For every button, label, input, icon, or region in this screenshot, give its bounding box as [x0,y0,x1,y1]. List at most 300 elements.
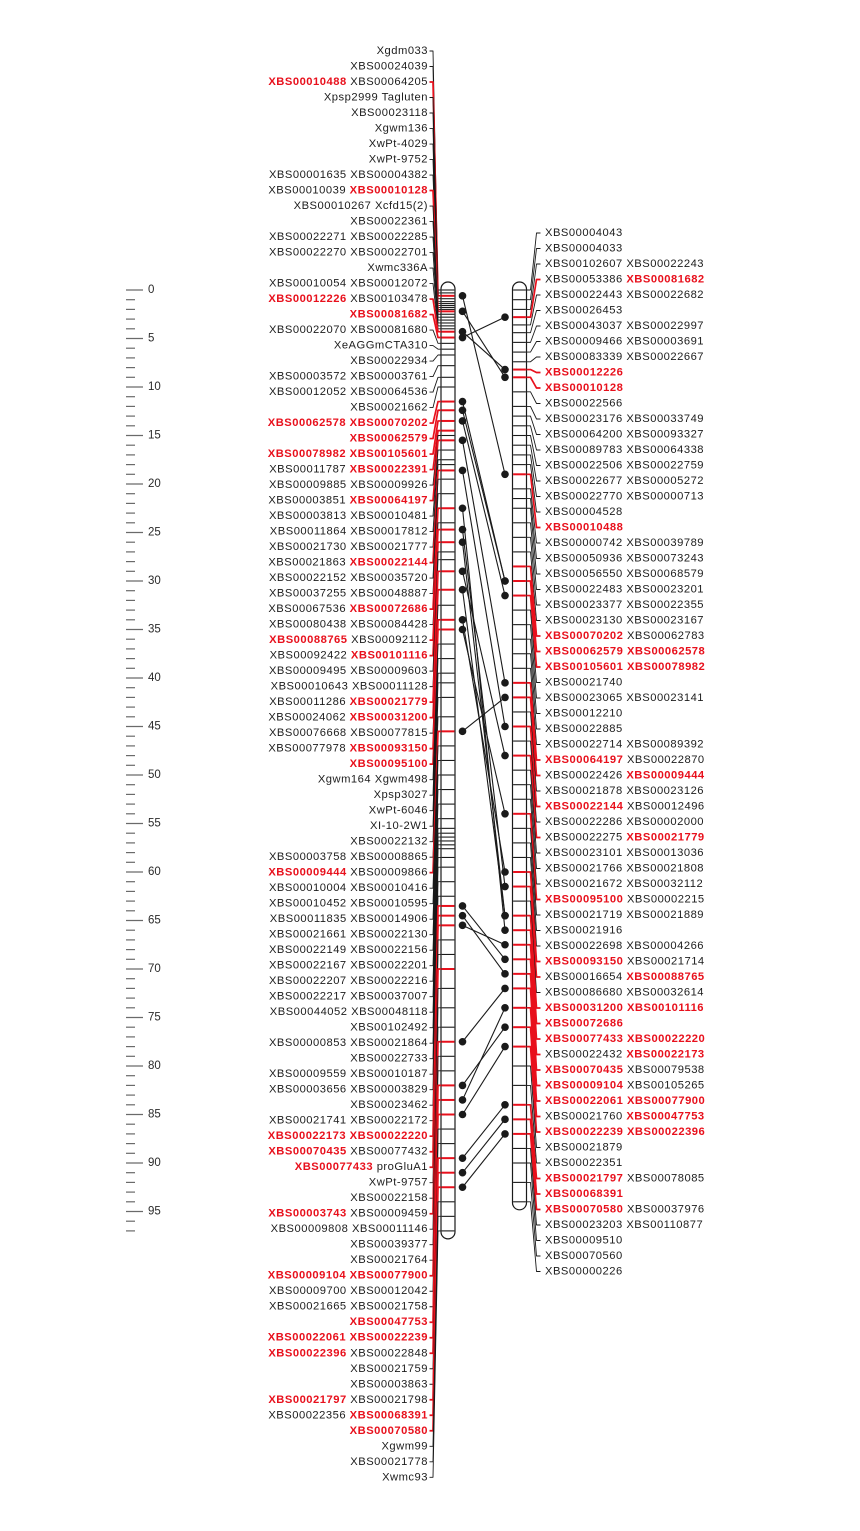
marker-label [545,568,704,580]
marker-name: XBS00010452 [268,897,347,910]
marker-name: XBS00093327 [622,428,705,441]
marker-label [268,1208,428,1220]
connector-dot [459,568,467,576]
connector-dot [459,922,467,930]
marker-label [350,216,428,228]
marker-label [269,169,428,181]
marker-name-highlighted: XBS00077433 [294,1161,374,1174]
marker-name: XBS00081680 [346,324,428,337]
marker-label [350,1316,428,1328]
marker-name: XBS00023065 [545,692,623,704]
pointer-line [430,366,442,377]
marker-name-highlighted: XBS00022396 [268,1347,347,1360]
marker-label [350,1363,428,1375]
marker-name: XBS00021714 [623,955,705,968]
connector-dot [501,723,509,731]
marker-label [545,1018,623,1030]
marker-name: XBS00003863 [350,1378,428,1391]
connector-dot [459,504,467,512]
ruler-label: 20 [148,478,161,490]
marker-name-highlighted: XBS00070435 [268,1145,347,1158]
marker-label [269,727,428,739]
marker-name: XBS00009866 [346,866,428,879]
marker-label [545,258,704,270]
marker-name: XBS00010004 [268,882,347,895]
marker-label [268,1409,428,1421]
marker-name: XBS00004033 [545,242,623,255]
marker-label [545,1033,705,1045]
marker-name: Xgwm498 [371,773,428,786]
marker-name-highlighted: XBS00009104 [545,1079,624,1092]
connector-dot [459,586,467,594]
marker-label [545,1002,704,1014]
marker-name-highlighted: XBS00101116 [347,649,428,662]
marker-name: XBS00024062 [268,711,347,724]
pointer-line [527,377,541,388]
marker-name: XBS00048887 [346,587,428,600]
pointer-line [527,342,541,353]
marker-name: XBS00010643 [270,680,349,693]
marker-name: XBS00073243 [622,552,705,565]
marker-name: Xpsp2999 [323,91,379,104]
marker-label [350,1192,428,1204]
pointer-line [430,355,442,361]
connector-dot [459,626,467,634]
connector-dot [459,616,467,624]
marker-name: XwPt-6046 [368,804,428,817]
marker-name: XBS00022217 [268,990,347,1003]
connector-dot [501,471,509,479]
marker-label [350,1456,428,1468]
marker-name: Xpsp3027 [373,789,428,802]
marker-label [545,599,704,611]
marker-label [545,770,705,782]
pointer-line [527,249,541,300]
connector-line [463,916,506,974]
marker-name: XBS00011835 [269,913,347,926]
marker-label [269,1068,428,1080]
marker-label [545,1235,623,1247]
connector-dot [501,313,509,321]
marker-name: XBS00010416 [346,882,428,895]
marker-name: XBS00022361 [350,215,428,228]
marker-name: XBS00022270 [268,246,347,259]
marker-name: XBS00009466 [545,335,623,348]
connector-dot [459,437,467,445]
marker-label [268,1347,428,1359]
marker-name: XBS00000742 [545,537,623,549]
marker-name: XBS00022483 [545,583,623,596]
marker-label [268,448,428,460]
right-pointer-lines [527,233,541,1272]
marker-name: XBS00009510 [545,1234,623,1247]
marker-label [545,289,704,301]
ruler-label: 65 [148,914,161,927]
connector-dot [459,406,467,414]
marker-label [350,1378,428,1390]
marker-name-highlighted: XBS00105601 [346,448,428,461]
marker-label [268,293,428,305]
marker-label [545,460,704,472]
connector-dot [501,1023,509,1031]
marker-label [269,944,428,956]
connector-dot [501,985,509,993]
marker-name: XBS00032112 [622,878,704,890]
marker-name: XBS00083339 [545,351,623,363]
marker-name: XBS00010595 [346,897,428,910]
marker-label [545,801,705,813]
pointer-line [430,377,442,392]
marker-name: XBS00086680 [545,986,623,999]
marker-name: XBS00005272 [622,475,705,487]
marker-name: XBS00011128 [348,680,428,693]
marker-name: XBS00064205 [346,76,428,89]
marker-label [545,785,704,797]
marker-name: XBS00012072 [346,277,428,290]
marker-name: XBS00033749 [622,413,705,425]
marker-name: XBS00076668 [268,727,347,740]
marker-label [545,723,623,735]
marker-name: XBS00022443 [545,289,623,301]
marker-name-highlighted: XBS00022220 [346,1130,428,1143]
marker-name: XBS00003813 [268,510,347,523]
marker-label [545,274,705,286]
marker-name: XBS00068579 [622,568,705,580]
marker-name-highlighted: XBS00022396 [623,1126,706,1138]
marker-label [545,584,704,596]
marker-name: XBS00021798 [346,1393,428,1406]
marker-name: XBS00022275 [545,831,623,844]
marker-name: XBS00022677 [545,475,623,487]
marker-name: XBS00048118 [347,1006,428,1019]
marker-name: XBS00037007 [346,990,428,1003]
marker-name-highlighted: XBS00047753 [349,1316,428,1329]
marker-name: XBS00077815 [346,727,428,740]
marker-name-highlighted: XBS00009444 [622,769,705,782]
marker-label [269,882,428,894]
ruler-label: 55 [148,817,161,830]
marker-name-highlighted: XBS00070202 [346,417,428,430]
connector-line [463,1119,506,1172]
marker-name-highlighted: XBS00077900 [623,1095,706,1107]
marker-label [545,816,704,828]
pointer-line [527,370,541,373]
marker-name: XBS00022870 [623,754,705,766]
marker-label [545,382,623,394]
marker-name-highlighted: XBS00081682 [349,308,428,321]
marker-label [545,429,704,441]
connector-dot [501,956,509,964]
marker-label [545,1126,705,1138]
marker-name-highlighted: XBS00105601 [545,661,624,673]
marker-label [269,588,428,600]
connector-dot [459,417,467,425]
ruler-label: 95 [148,1205,161,1218]
marker-name: XBS00021719 [545,909,623,921]
marker-name: XBS00011787 [269,463,347,476]
marker-label [545,1173,705,1185]
marker-name-highlighted: XBS00010488 [545,521,624,534]
marker-label [269,975,428,987]
marker-label [369,138,428,150]
marker-label [268,557,428,569]
marker-label [545,506,623,518]
marker-name: XBS00023141 [622,692,705,704]
marker-name-highlighted: XBS00022239 [545,1126,624,1138]
marker-name: XBS00023203 [545,1219,623,1231]
pointer-line [527,326,541,342]
marker-name: XBS00022759 [622,459,705,472]
marker-name: XBS00021661 [268,928,347,941]
connector-line [463,440,506,682]
marker-label [375,123,428,135]
left-pointer-lines [430,51,442,1477]
marker-name: XBS00043037 [545,320,623,332]
connector-line [463,311,506,377]
marker-name: XBS00064536 [346,386,428,399]
marker-name: Xwmc336A [367,262,428,275]
connector-line [463,630,506,814]
marker-name: XBS00021665 [268,1300,347,1313]
marker-name: XBS00022432 [545,1048,623,1061]
marker-name-highlighted: XBS00062578 [623,645,706,658]
marker-name: XBS00022351 [545,1157,623,1169]
marker-name: XBS00003761 [346,370,428,383]
marker-label [269,247,428,259]
marker-label [545,227,623,239]
connector-line [463,590,506,916]
marker-label [545,739,704,751]
connector-dot [501,1116,509,1124]
marker-name: XBS00050936 [545,552,623,565]
marker-label [269,929,428,941]
marker-name: XBS00022158 [350,1192,428,1205]
pointer-line [527,1202,541,1272]
marker-label [545,1219,703,1231]
marker-name: XBS00004528 [545,506,623,518]
connector-dot [459,538,467,546]
connector-dot [459,1154,467,1162]
marker-label [377,45,428,57]
marker-label [381,1440,428,1452]
marker-name: XBS00026453 [545,304,623,317]
marker-name-highlighted: XBS00081682 [622,273,705,286]
marker-label [270,1006,428,1018]
pointer-line [527,357,541,362]
marker-name: XBS00009459 [346,1207,428,1220]
connector-dot [501,926,509,934]
connector-dot [459,398,467,406]
marker-label [367,262,428,274]
marker-name: XwPt-9757 [368,1176,428,1189]
marker-name-highlighted: XBS00068391 [545,1188,624,1200]
connector-dot [501,941,509,949]
marker-label [350,355,428,367]
marker-label [545,832,705,844]
marker-name-highlighted: XBS00070202 [545,630,624,642]
marker-label [369,154,428,166]
marker-name: XBS00022682 [622,289,705,301]
marker-label [268,185,428,197]
marker-name: XBS00022733 [350,1052,428,1065]
marker-label [269,324,428,336]
marker-name: Xcfd15(2) [371,200,428,213]
marker-name: XBS00022216 [346,975,428,988]
marker-label [545,630,705,642]
marker-label [545,444,704,456]
marker-label [269,231,428,243]
marker-label [350,758,428,770]
marker-label [268,495,428,507]
connector-dot [459,467,467,475]
ruler-label: 90 [148,1157,161,1169]
marker-name-highlighted: XBS00003743 [268,1207,347,1220]
marker-name: XBS00067536 [268,603,347,616]
marker-name-highlighted: XBS00021779 [346,696,428,709]
connector-dot [459,1169,467,1177]
marker-name: Tagluten [378,91,428,104]
marker-label [545,754,705,766]
marker-label [545,537,704,549]
marker-label [545,615,704,627]
marker-name: XBS00004382 [346,169,428,182]
marker-name: XBS00022149 [268,944,347,957]
marker-name-highlighted: XBS00012226 [268,293,347,306]
marker-label [324,92,428,104]
pointer-line [527,233,541,290]
marker-name: XBS00064200 [545,428,623,441]
ruler-label: 60 [148,866,161,878]
marker-name: XeAGGmCTA310 [333,339,428,352]
connector-dot [459,912,467,920]
marker-name: XBS00022714 [545,738,623,751]
marker-name: XBS00021889 [622,909,705,921]
marker-label [545,475,704,487]
marker-name-highlighted: XBS00009104 [267,1269,347,1282]
connector-dot [501,868,509,876]
marker-label [545,398,623,410]
marker-name: XBS00023118 [351,107,428,120]
marker-name: XBS00009559 [268,1068,347,1081]
marker-name: XBS00022201 [346,959,428,972]
marker-label [268,1394,428,1406]
marker-label [268,1146,428,1158]
marker-name: XwPt-9752 [368,153,428,166]
marker-name: XBS00011864 [269,525,347,538]
marker-name-highlighted: XBS00062579 [545,645,624,658]
marker-name: XBS00021808 [622,862,705,875]
marker-name-highlighted: XBS00062579 [349,432,428,445]
connector-line [463,988,506,1041]
marker-name: XBS00037255 [268,587,347,600]
connector-dot [459,526,467,534]
connector-dot [459,334,467,342]
marker-label [269,898,428,910]
marker-name: XBS00021672 [545,878,623,890]
ruler-label: 45 [148,720,161,733]
connector-dot [459,728,467,736]
marker-name: Xgdm033 [376,45,428,57]
marker-name: XBS00004043 [545,227,623,239]
marker-name: XBS00010187 [346,1068,428,1081]
marker-name: XBS00010267 [293,200,372,213]
marker-name: XBS00009700 [268,1285,347,1298]
marker-label [268,417,428,429]
marker-name: XBS00023377 [545,599,623,611]
marker-label [269,464,428,476]
connector-dot [501,366,509,374]
marker-name-highlighted: XBS00022239 [346,1331,428,1344]
marker-name-highlighted: XBS00072686 [346,603,428,616]
connector-dot [501,1101,509,1109]
marker-name-highlighted: XBS00009444 [268,866,347,879]
connector-line [463,906,506,959]
pointer-line [527,406,541,419]
marker-label [269,619,428,631]
marker-name-highlighted: XBS00077433 [545,1033,624,1045]
marker-label [545,351,704,363]
marker-label [271,1223,428,1235]
marker-name-highlighted: XBS00068391 [346,1409,428,1422]
marker-label [545,336,704,348]
marker-label [545,522,623,534]
connector-line [463,1105,506,1158]
marker-name: XBS00011146 [348,1223,428,1236]
marker-name: XBS00008865 [346,851,428,864]
marker-label [270,913,428,925]
marker-name: XBS00022271 [268,231,347,244]
marker-label [545,1188,623,1200]
marker-name: XBS00022243 [622,258,705,270]
marker-name-highlighted: XBS00064197 [346,494,428,507]
connector-line [463,925,506,944]
marker-name: XBS00078085 [623,1172,705,1185]
marker-name-highlighted: XBS00022061 [267,1331,347,1344]
marker-label [269,991,428,1003]
marker-name-highlighted: XBS00021779 [622,831,705,844]
marker-name: XBS00001635 [268,169,347,182]
marker-name: XBS00022152 [268,572,347,585]
marker-label [545,646,705,658]
marker-label [269,510,428,522]
marker-label [269,1115,428,1127]
marker-label [350,402,428,414]
marker-name: XBS00013036 [622,847,705,859]
marker-name-highlighted: XBS00101116 [623,1002,705,1014]
marker-name: XBS00022667 [622,351,705,363]
marker-label [350,1053,428,1065]
ruler-label: 0 [148,284,155,296]
marker-label [369,805,428,817]
marker-name: XBS00021916 [545,924,623,937]
marker-label [545,1157,623,1169]
marker-name: XBS00021766 [545,862,623,875]
marker-name-highlighted: XBS00077900 [346,1269,428,1282]
marker-label [545,491,704,503]
marker-name: XBS00021864 [346,1037,428,1050]
marker-name: XBS00021777 [346,541,428,554]
marker-name: XBS00021662 [350,401,428,414]
marker-name-highlighted: XBS00010128 [346,184,428,197]
marker-name: XBS00022130 [346,928,428,941]
marker-name: XBS00089392 [622,738,705,751]
marker-name: XBS00080438 [268,618,347,631]
marker-name-highlighted: XBS00022220 [623,1033,706,1045]
connector-dot [459,1096,467,1104]
marker-label [268,1130,428,1142]
marker-name: XBS00003851 [268,494,347,507]
marker-label [318,774,428,786]
